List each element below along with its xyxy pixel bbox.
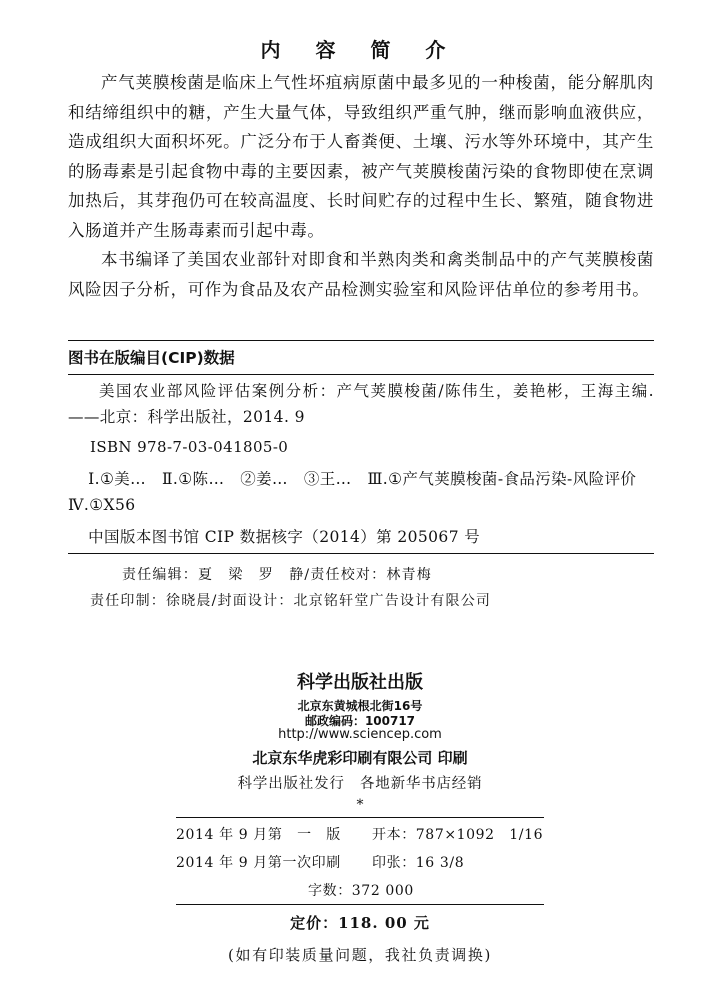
publisher-address: 北京东黄城根北街16号 [297,699,423,713]
price: 定价：118. 00 元 [290,914,430,932]
cip-entry: 美国农业部风险评估案例分析：产气荚膜梭菌/陈伟生，姜艳彬，王海主编. ——北京：科学出版社，2014. 9 [68,382,654,426]
cip-bottom-rule [68,553,654,554]
summary-paragraph-2: 本书编译了美国农业部针对即食和半熟肉类和禽类制品中的产气荚膜梭菌风险因子分析，可作为食品及农产品检测实验室和风险评估单位的参考用书。 [68,250,654,299]
spec-top-rule [176,817,544,818]
credits-editors: 责任编辑：夏 梁 罗 静/责任校对：林青梅 [122,567,432,583]
cip-heading: 图书在版编目(CIP)数据 [68,349,235,367]
cip-top-rule [68,340,654,341]
page-title: 内 容 简 介 [260,38,460,62]
printer: 北京东华虎彩印刷有限公司 印刷 [252,749,468,767]
cip-heading-rule [68,374,654,375]
spec-sheets: 印张：16 3/8 [372,855,465,871]
quality-notice: (如有印装质量问题，我社负责调换) [228,946,492,964]
publisher-name: 科学出版社出版 [297,672,423,693]
credits [68,562,654,614]
spec-bottom-rule [176,904,544,905]
cip-classification: Ⅰ.①美… Ⅱ.①陈… ②姜… ③王… Ⅲ.①产气荚膜梭菌-食品污染-风险评价 Ⅳ.①X56 [68,470,653,514]
summary-paragraph-1: 产气荚膜梭菌是临床上气性坏疽病原菌中最多见的一种梭菌，能分解肌肉和结缔组织中的糖，产生大量气体，导致组织严重气肿，继而影响血液供应，造成组织大面积坏死。广泛分布于人畜粪便、土壤、污水等外环境中，其产生的肠毒素是引起食物中毒的主要因素，被产气荚膜梭菌污染的食物即使在烹调加热后，其芽孢仍可在较高温度、长时间贮存的过程中生长、繁殖，随食物进入肠道并产生肠毒素而引起中毒。 [68,73,654,240]
publisher-zip: 邮政编码：100717 [304,714,416,728]
cip-isbn: ISBN 978-7-03-041805-0 [90,438,289,456]
spec-printing: 2014 年 9 月第一次印刷 [176,855,341,871]
cip-number: 中国版本图书馆 CIP 数据核字（2014）第 205067 号 [88,528,481,546]
distribution: 科学出版社发行 各地新华书店经销 [237,776,483,792]
spec-format: 开本：787×1092 1/16 [372,827,544,843]
publisher-url: http://www.sciencep.com [278,727,442,742]
separator-star: * [356,797,364,813]
credits-print-design: 责任印制：徐晓晨/封面设计：北京铭轩堂广告设计有限公司 [90,593,492,609]
spec-edition: 2014 年 9 月第 一 版 [176,827,341,843]
spec-word-count: 字数：372 000 [308,883,414,899]
content-summary [68,68,654,304]
